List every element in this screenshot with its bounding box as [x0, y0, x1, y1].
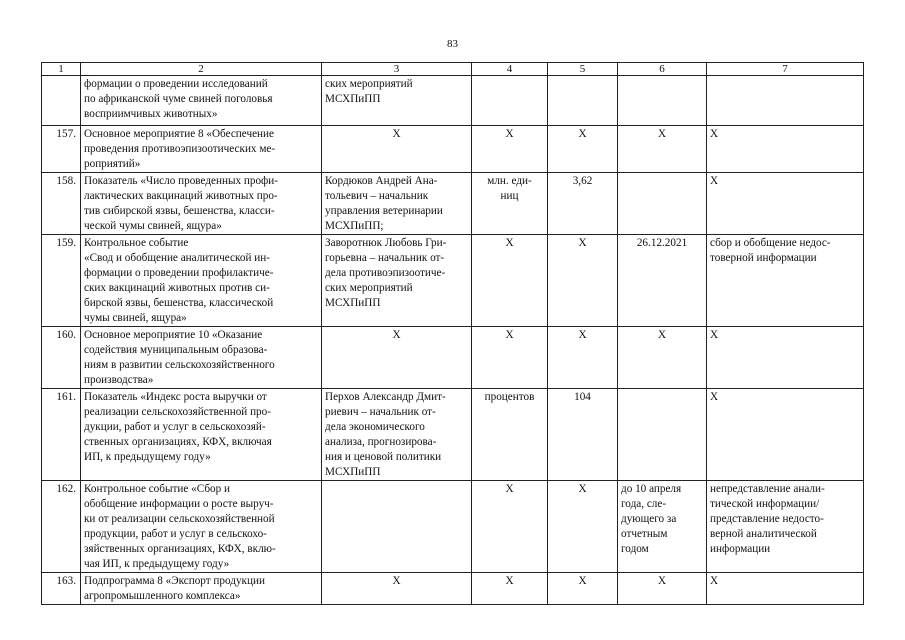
value: Х [548, 481, 618, 573]
deadline [618, 173, 707, 235]
table-row [42, 126, 864, 173]
row-number: 160. [42, 327, 81, 389]
row-number: 161. [42, 389, 81, 481]
risk-note: сбор и обобщение недос- товерной информации [707, 235, 864, 327]
row-number: 162. [42, 481, 81, 573]
risk-note: Х [707, 389, 864, 481]
row-number [42, 76, 81, 126]
column-number: 4 [472, 63, 548, 76]
deadline: 26.12.2021 [618, 235, 707, 327]
risk-note [707, 76, 864, 126]
item-name: Показатель «Индекс роста выручки от реализации сельскохозяйственной про- дукции, работ и услуг в сельскохозяй- ственных организациях, КФХ, включая ИП, к предыдущему году» [81, 389, 322, 481]
risk-note: Х [707, 126, 864, 173]
responsible: Заворотнюк Любовь Гри- горьевна – начальник от- дела противоэпизоотиче- ских мероприятий МСХПиПП [322, 235, 472, 327]
unit: процентов [472, 389, 548, 481]
risk-note: Х [707, 327, 864, 389]
responsible: Х [322, 573, 472, 605]
item-name: Основное мероприятие 10 «Оказание содействия муниципальным образова- ниям в развитии сельскохозяйственного производства» [81, 327, 322, 389]
deadline [618, 76, 707, 126]
column-number: 1 [42, 63, 81, 76]
row-number: 157. [42, 126, 81, 173]
table-row [42, 389, 864, 481]
unit: Х [472, 573, 548, 605]
column-number: 6 [618, 63, 707, 76]
item-name: Подпрограмма 8 «Экспорт продукции агропромышленного комплекса» [81, 573, 322, 605]
risk-note: непредставление анали- тической информации/ представление недосто- верной аналитической информации [707, 481, 864, 573]
item-name: Показатель «Число проведенных профи- лактических вакцинаций животных про- тив сибирской язвы, бешенства, класси- ческой чумы свиней, ящура» [81, 173, 322, 235]
column-number: 7 [707, 63, 864, 76]
row-number: 159. [42, 235, 81, 327]
table-row [42, 481, 864, 573]
item-name: Основное мероприятие 8 «Обеспечение проведения противоэпизоотических ме- роприятий» [81, 126, 322, 173]
unit: Х [472, 327, 548, 389]
column-number: 2 [81, 63, 322, 76]
column-number: 3 [322, 63, 472, 76]
unit: Х [472, 481, 548, 573]
deadline: Х [618, 126, 707, 173]
responsible: Х [322, 126, 472, 173]
table-row [42, 76, 864, 126]
unit: Х [472, 126, 548, 173]
item-name: Контрольное событие «Сбор и обобщение информации о росте выруч- ки от реализации сельскохозяйственной продукции, работ и услуг в сельскохо- зяйственных организациях, КФХ, вклю- чая ИП, к предыдущему году» [81, 481, 322, 573]
value: 3,62 [548, 173, 618, 235]
value: 104 [548, 389, 618, 481]
deadline: до 10 апреля года, сле- дующего за отчетным годом [618, 481, 707, 573]
table-row [42, 173, 864, 235]
row-number: 158. [42, 173, 81, 235]
value [548, 76, 618, 126]
responsible [322, 481, 472, 573]
table-row [42, 235, 864, 327]
row-number: 163. [42, 573, 81, 605]
deadline [618, 389, 707, 481]
plan-table [41, 62, 864, 605]
risk-note: Х [707, 573, 864, 605]
item-name: Контрольное событие «Свод и обобщение аналитической ин- формации о проведении профилактиче- ских вакцинаций животных против си- бирской язвы, бешенства, классической чумы свиней, ящура» [81, 235, 322, 327]
unit: Х [472, 235, 548, 327]
responsible: ских мероприятий МСХПиПП [322, 76, 472, 126]
value: Х [548, 327, 618, 389]
deadline: Х [618, 573, 707, 605]
deadline: Х [618, 327, 707, 389]
page-number: 83 [447, 38, 458, 50]
risk-note: Х [707, 173, 864, 235]
value: Х [548, 126, 618, 173]
value: Х [548, 235, 618, 327]
unit [472, 76, 548, 126]
column-number: 5 [548, 63, 618, 76]
item-name: формации о проведении исследований по африканской чуме свиней поголовья восприимчивых животных» [81, 76, 322, 126]
table-row [42, 573, 864, 605]
column-number-row [42, 63, 864, 76]
responsible: Перхов Александр Дмит- риевич – начальник от- дела экономического анализа, прогнозирова- ния и ценовой политики МСХПиПП [322, 389, 472, 481]
unit: млн. еди- ниц [472, 173, 548, 235]
responsible: Х [322, 327, 472, 389]
responsible: Кордюков Андрей Ана- тольевич – начальник управления ветеринарии МСХПиПП; [322, 173, 472, 235]
table-row [42, 327, 864, 389]
value: Х [548, 573, 618, 605]
